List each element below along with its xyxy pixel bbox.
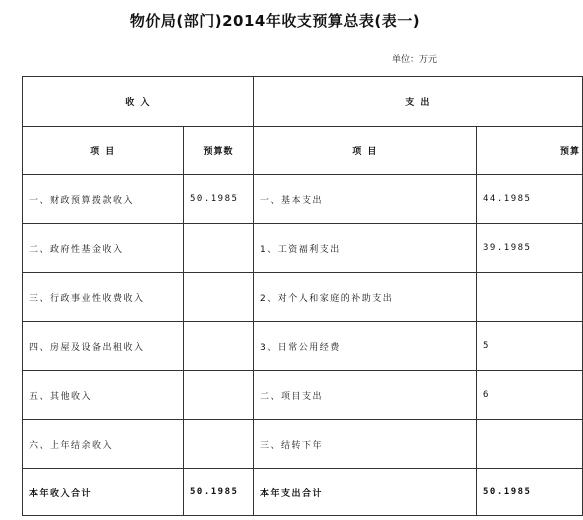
expense-item-cell: 2、对个人和家庭的补助支出 bbox=[254, 273, 477, 322]
expense-value-cell: 6 bbox=[477, 371, 583, 420]
expense-section-header: 支 出 bbox=[254, 77, 583, 127]
table-title: 物价局(部门)2014年收支预算总表(表一) bbox=[129, 12, 421, 30]
expense-item-cell: 二、项目支出 bbox=[254, 371, 477, 420]
unit-label: 单位：万元 bbox=[392, 55, 438, 65]
totals-row bbox=[23, 469, 583, 516]
section-header-row bbox=[23, 77, 583, 127]
table-body bbox=[23, 175, 583, 469]
expense-value-cell: 5 bbox=[477, 322, 583, 371]
income-value-cell: 50.1985 bbox=[184, 175, 254, 224]
expense-total-value: 50.1985 bbox=[477, 469, 583, 516]
expense-item-header: 项 目 bbox=[254, 127, 477, 175]
expense-value-cell: 44.1985 bbox=[477, 175, 583, 224]
table-row bbox=[23, 273, 583, 322]
table-row bbox=[23, 322, 583, 371]
table-row bbox=[23, 371, 583, 420]
expense-item-cell: 3、日常公用经费 bbox=[254, 322, 477, 371]
income-value-cell bbox=[184, 322, 254, 371]
income-item-cell: 四、房屋及设备出租收入 bbox=[23, 322, 184, 371]
expense-item-cell: 1、工资福利支出 bbox=[254, 224, 477, 273]
expense-value-cell: 39.1985 bbox=[477, 224, 583, 273]
expense-value-cell bbox=[477, 273, 583, 322]
income-item-cell: 二、政府性基金收入 bbox=[23, 224, 184, 273]
income-item-cell: 三、行政事业性收费收入 bbox=[23, 273, 184, 322]
income-total-value: 50.1985 bbox=[184, 469, 254, 516]
income-item-header: 项 目 bbox=[23, 127, 184, 175]
income-section-header: 收 入 bbox=[23, 77, 254, 127]
column-header-row bbox=[23, 127, 583, 175]
expense-total-label: 本年支出合计 bbox=[254, 469, 477, 516]
budget-table bbox=[22, 76, 583, 516]
expense-item-cell: 一、基本支出 bbox=[254, 175, 477, 224]
income-value-cell bbox=[184, 371, 254, 420]
expense-value-cell bbox=[477, 420, 583, 469]
income-item-cell: 六、上年结余收入 bbox=[23, 420, 184, 469]
income-item-cell: 一、财政预算拨款收入 bbox=[23, 175, 184, 224]
table-row bbox=[23, 224, 583, 273]
expense-budget-header: 预算 bbox=[477, 127, 583, 175]
income-value-cell bbox=[184, 273, 254, 322]
expense-item-cell: 三、结转下年 bbox=[254, 420, 477, 469]
income-value-cell bbox=[184, 420, 254, 469]
income-total-label: 本年收入合计 bbox=[23, 469, 184, 516]
income-value-cell bbox=[184, 224, 254, 273]
income-budget-header: 预算数 bbox=[184, 127, 254, 175]
table-row bbox=[23, 420, 583, 469]
income-item-cell: 五、其他收入 bbox=[23, 371, 184, 420]
table-row bbox=[23, 175, 583, 224]
